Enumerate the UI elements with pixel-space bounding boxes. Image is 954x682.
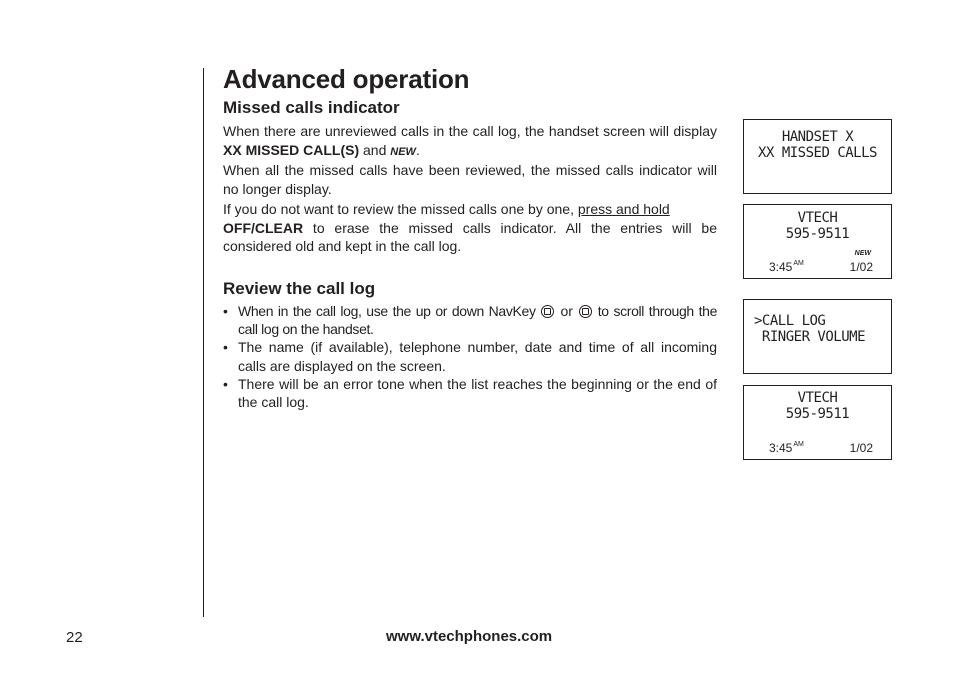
p3-end: to erase the missed calls indicator. All the entries will be considered old and kept in the call log. — [223, 219, 717, 254]
p1-text: When there are unreviewed calls in the call log, the handset screen will display — [223, 123, 717, 139]
b1-end: to scroll through the call log on the handset. — [238, 303, 718, 338]
website-url: www.vtechphones.com — [386, 628, 553, 645]
handset-screen-menu — [743, 299, 892, 374]
call-date: 1/02 — [849, 441, 873, 455]
lcd-line-1: VTECH — [797, 210, 838, 226]
p3-text: If you do not want to review the missed calls one by one, — [223, 201, 578, 217]
review-bullet-list — [223, 302, 717, 411]
bullet: • — [223, 303, 228, 319]
p1-bold-missed-calls: XX MISSED CALL(S) — [223, 141, 360, 158]
page-number: 22 — [66, 629, 83, 646]
list-item — [223, 375, 717, 411]
call-time — [769, 260, 804, 274]
am-pm: AM — [793, 441, 804, 448]
bullet: • — [223, 339, 228, 356]
call-time — [769, 441, 804, 455]
handset-screen-missed-calls — [743, 119, 892, 194]
b2-text: The name (if available), telephone number, date and time of all incoming calls are displayed on the screen. — [238, 339, 717, 374]
bullet: • — [223, 375, 228, 392]
b1-start: When in the call log, use the up or down NavKey — [238, 303, 541, 319]
p3-bold-off-clear: OFF/CLEAR — [223, 219, 304, 236]
b1-or: or — [555, 303, 579, 319]
vertical-divider — [203, 68, 204, 617]
lcd-line-2: 595-9511 — [785, 406, 850, 422]
b3-text: There will be an error tone when the list reaches the beginning or the end of the call log. — [238, 375, 717, 411]
list-item — [223, 302, 717, 338]
lcd-line-1: >CALL LOG — [754, 313, 826, 329]
time-value: 3:45 — [769, 260, 793, 274]
navkey-down-icon — [579, 305, 592, 318]
navkey-up-icon — [541, 305, 554, 318]
p1-and: and — [359, 141, 391, 158]
lcd-line-2: RINGER VOLUME — [754, 329, 866, 345]
p1-new-label: NEW — [390, 145, 416, 158]
p1-end: . — [415, 141, 420, 158]
handset-screen-caller — [743, 385, 892, 460]
am-pm: AM — [793, 260, 804, 267]
list-item — [223, 338, 717, 374]
call-date: 1/02 — [849, 260, 873, 274]
review-call-log-heading: Review the call log — [223, 279, 376, 298]
lcd-line-2: XX MISSED CALLS — [758, 145, 877, 161]
missed-calls-heading: Missed calls indicator — [223, 98, 400, 117]
lcd-line-2: 595-9511 — [785, 226, 850, 242]
page-title: Advanced operation — [223, 64, 470, 94]
time-value: 3:45 — [769, 441, 793, 455]
lcd-line-1: VTECH — [797, 390, 838, 406]
p3-underline: press and hold — [577, 201, 670, 217]
handset-screen-caller-new — [743, 204, 892, 279]
lcd-line-1: HANDSET X — [781, 129, 854, 145]
missed-calls-paragraph-1 — [223, 122, 717, 161]
new-indicator: NEW — [854, 250, 871, 257]
missed-calls-paragraph-2: When all the missed calls have been reviewed, the missed calls indicator will no longer display. — [223, 162, 717, 197]
missed-calls-paragraph-3 — [223, 200, 717, 256]
